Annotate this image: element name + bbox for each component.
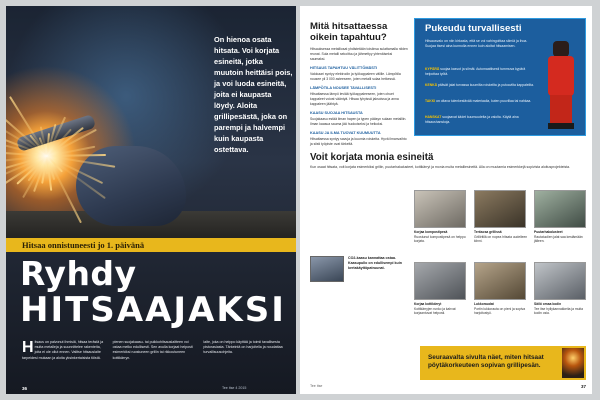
repair-caption-title: Teräsosa grillissä	[474, 230, 502, 234]
repair-caption	[414, 302, 468, 316]
footer-magazine-info	[222, 386, 246, 390]
repair-photo	[414, 190, 466, 228]
safety-box-title: Pukeudu turvallisesti	[425, 23, 522, 34]
footer-issue: 4 2015	[235, 386, 247, 390]
repair-caption-text: Kottikärryjen runko ja kahvat korjaantuvat helposti.	[414, 306, 456, 316]
welding-glove-image	[76, 146, 186, 226]
safety-item-label: HANSKAT	[425, 115, 442, 119]
section-heading: HITSAUS TAPAHTUU VÄLITTÖMÄSTI	[310, 66, 378, 70]
right-page	[300, 6, 592, 394]
drop-cap: H	[22, 339, 34, 356]
banner-text: Seuraavalta sivulta näet, miten hitsaat pöytäkorkeuteen sopivan grillipesän.	[428, 354, 544, 369]
repair-caption-title: Lukkoraudat	[474, 302, 494, 306]
repair-caption-title: Puutarhakalusteet	[534, 230, 563, 234]
lead-text: On hienoa osata hitsata. Voi korjata esineitä, jotka muutoin heittäisi pois, ja voi luoda esineitä, joita ei kaupasta löydy. Aloita grillipesästä, joka on parempi ja halvempi kuin kaupasta ostettava.	[214, 35, 293, 154]
safety-item-label: TAKKI	[425, 99, 436, 103]
repair-photo	[474, 262, 526, 300]
safety-item	[425, 67, 537, 77]
body-column-1-text: itsaus on palvonut ihmisiä, hitsaa terästä ja muita metalleja ja suunnittelee rakenteita, joita ei ole ollut ennen. Valitse hitsauslaite tarpeidesi mukaan ja aloita yksinkertaisista töistä.	[22, 340, 104, 360]
repair-caption	[474, 230, 528, 244]
page-number-left: 36	[22, 386, 28, 391]
repair-section-text: Kun osaat hitsata, voit korjata esimerkiksi grillin, puutarhakalusteet, kottikärryt ja monia muita metalliesineitä. Alla on muutamia esimerkkejä sopivista aloitusprojekteista.	[310, 165, 571, 169]
body-column-1	[22, 340, 107, 361]
safety-item-text: pitävät jalat turvassa kuumilta roiskeilta ja putoavilta kappaleilta.	[438, 83, 534, 87]
welder-jacket	[548, 56, 574, 96]
safety-box-lead: Hitsausvalo on niin kirkasta, että se voi vahingoittaa silmiä ja ihoa. Suojaa itsesi aina kunnolla ennen kuin aloitat hitsaamisen.	[425, 39, 528, 48]
footer-magazine: Tee itse	[222, 386, 235, 390]
left-footer	[22, 386, 282, 391]
section-text: Suojakaasu estää ilman hapen ja typen pääsyn sulaan metalliin. Ilman kaasua sauma jää huokoiseksi ja heikoksi.	[310, 117, 407, 126]
repair-caption-text: Ruostunut kompostipesä on helppo korjata.	[414, 234, 466, 244]
welder-trousers	[550, 95, 572, 125]
repair-photo	[474, 190, 526, 228]
safety-item	[425, 115, 537, 125]
repair-photo	[414, 262, 466, 300]
page-number-right: 37	[580, 384, 586, 389]
repair-photo	[534, 262, 586, 300]
left-page	[6, 6, 296, 394]
repair-caption	[534, 302, 588, 316]
repair-caption-text: Portin lukkorauta on pieni ja sopiva harjoitustyö.	[474, 306, 526, 316]
section-text: Valokaari syntyy elektrodin ja työkappaleen välille. Lämpötila nousee yli 3 000 asteeseen, joten metalli sulaa hetkessä.	[310, 72, 401, 81]
sidebar-title: Mitä hitsattaessa oikein tapahtuu?	[310, 21, 388, 43]
body-column-3: laite, joka on helppo käyttää ja toimii tavallisesta pistorasiasta. Tärkeintä on harjoitella ja noudattaa turvallisuusohjeita.	[203, 340, 283, 355]
section-heading: KAASU JA ILMA TUOVAT KUUMUUTTA	[310, 131, 381, 135]
repair-caption	[534, 230, 588, 244]
repair-caption-text: Grilliritilä on nopea hitsata uudelleen kiinni.	[474, 234, 528, 244]
welder-figure-image	[541, 41, 581, 129]
repair-caption-title: Korjaa kottikärryt	[414, 302, 442, 306]
repair-caption-title: Korjaa kompostipesä	[414, 230, 448, 234]
welder-boots	[548, 123, 574, 129]
safety-item-label: KYPÄRÄ	[425, 67, 440, 71]
footer-magazine-right: Tee itse	[310, 384, 323, 388]
safety-item-label: KENKÄ	[425, 83, 438, 87]
gas-bottle-caption: CO2-kaasu kannattaa ostaa. Kaasupullo on edullisempi kuin kertakäyttöpatruunat.	[348, 256, 402, 270]
safety-item	[425, 83, 537, 88]
sidebar-text	[310, 46, 408, 147]
repair-section-title: Voit korjata monia esineitä	[310, 152, 434, 163]
title-line-1: Ryhdy	[20, 254, 137, 293]
sidebar-intro: Hitsauksessa metalliosat yhdistetään toisiinsa sulattamalla niiden reunat. Sula metalli sekoittuu ja jähmettyy yhtenäiseksi saumaksi.	[310, 47, 408, 61]
safety-item-text: on oltava tulenkestävää materiaalia, kuten puuvillaa tai nahkaa.	[436, 99, 532, 103]
repair-caption	[414, 230, 468, 244]
grill-photo	[562, 348, 584, 378]
repair-caption-title: Säilö omaa kodin	[534, 302, 562, 306]
body-column-2: pienen suojakaasu- tai puikkohitsauslaitteen voi ostaa melko edullisesti. Sen avulla korjaat helposti esimerkiksi ruostuneen grillin tai rikkoutuneen kottikärryn.	[112, 340, 193, 360]
section-heading: KAASU SUOJAA HITSAUSTA	[310, 111, 363, 115]
body-text-columns	[22, 340, 288, 361]
safety-item-text: suojaa kasvot ja silmät. Automaattisesti tummuva kypärä helpottaa työtä.	[425, 67, 526, 76]
welder-helmet	[553, 41, 569, 57]
repair-caption-text: Rautatuolien jalat saa kestämään jälleen.	[534, 234, 583, 244]
right-footer	[310, 384, 586, 388]
section-text: Hitsattaessa lämpö leviää työkappaleeseen, joten ohuet kappaleet voivat vääntyä. Hitsaa lyhyissä jaksoissa ja anna kappaleen jäähtyä.	[310, 92, 399, 106]
title-line-2: HITSAAJAKSI	[20, 290, 286, 330]
safety-item-text: suojaavat kädet kuumuudelta ja valolta. Käytä aina hitsaushanskoja.	[425, 115, 519, 124]
section-text: Hitsattaessa syntyy savuja ja kuumia roiskeita. Hyvä ilmanvaihto ja siisti työpiste ovat tärkeitä.	[310, 137, 407, 146]
subtitle: Hitsaa onnistuneesti jo 1. päivänä	[22, 240, 145, 250]
section-heading: LÄMPÖTILA NOUSEE TAVALLISESTI	[310, 86, 377, 90]
repair-photo	[534, 190, 586, 228]
next-page-banner	[420, 346, 586, 380]
gas-bottle-photo	[310, 256, 344, 282]
safety-item	[425, 99, 537, 104]
repair-caption-text: Tee itse hyllykannakkeita ja muita kodin osia.	[534, 306, 583, 316]
repair-caption	[474, 302, 528, 316]
safety-box	[414, 18, 586, 136]
